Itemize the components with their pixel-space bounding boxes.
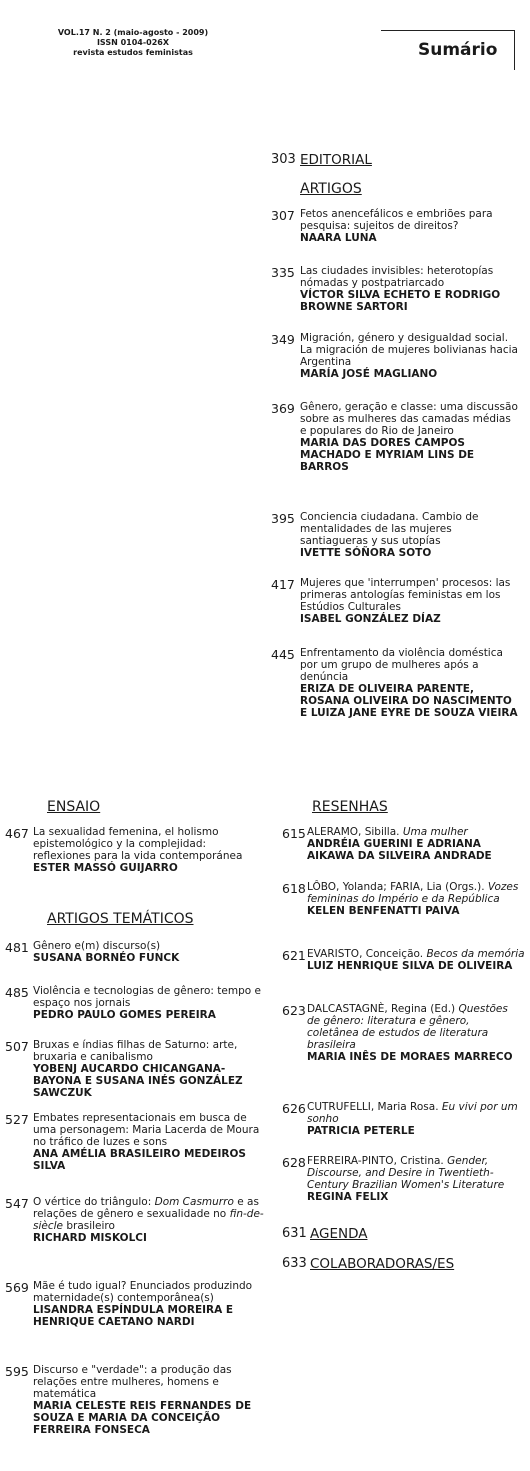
page-number: 621	[282, 948, 306, 963]
volume-line: VOL.17 N. 2 (maio-agosto - 2009)	[57, 28, 209, 37]
article-author: NAARA LUNA	[300, 232, 377, 244]
page-number: 335	[271, 265, 295, 280]
article-title: Embates representacionais em busca de uma personagem: Maria Lacerda de Moura no tráfico de luzes e sons	[33, 1112, 260, 1148]
review-author: LUIZ HENRIQUE SILVA DE OLIVEIRA	[307, 960, 513, 972]
page-number: 631	[282, 1226, 307, 1241]
article-author: ESTER MASSÓ GUIJARRO	[33, 862, 178, 874]
review-reference: CUTRUFELLI, Maria Rosa. Eu vivi por um sonho	[307, 1101, 518, 1125]
article-author: SUSANA BORNÉO FUNCK	[33, 952, 180, 964]
article-author: ISABEL GONZÁLEZ DÍAZ	[300, 613, 441, 625]
review-reference: FERREIRA-PINTO, Cristina. Gender, Discourse, and Desire in Twentieth-Century Brazilian Women's Literature	[307, 1155, 505, 1191]
page-number: 481	[5, 940, 29, 955]
page-number: 626	[282, 1101, 306, 1116]
page-number: 395	[271, 511, 295, 526]
page-number: 467	[5, 826, 29, 841]
article-author: YOBENJ AUCARDO CHICANGANA-BAYONA E SUSANA INÉS GONZÁLEZ SAWCZUK	[33, 1063, 243, 1099]
issn-line: ISSN 0104-026X	[96, 38, 170, 47]
article-title: Violência e tecnologias de gênero: tempo e espaço nos jornais	[33, 985, 261, 1009]
review-reference: EVARISTO, Conceição. Becos da memória	[307, 948, 525, 960]
article-title: Las ciudades invisibles: heterotopías nómadas y postpatriarcado	[300, 265, 494, 289]
journal-name-line: revista estudos feministas	[73, 48, 193, 57]
page-number: 369	[271, 401, 295, 416]
page-number: 595	[5, 1364, 29, 1379]
page-number: 349	[271, 332, 295, 347]
article-title: Bruxas e índias filhas de Saturno: arte, bruxaria e canibalismo	[33, 1039, 238, 1063]
article-title: O vértice do triângulo: Dom Casmurro e as relações de gênero e sexualidade no fin-de-siècle brasileiro	[33, 1196, 264, 1232]
article-title: Discurso e "verdade": a produção das relações entre mulheres, homens e matemática	[33, 1364, 232, 1400]
section-heading-ensaio: ENSAIO	[47, 799, 101, 815]
journal-info	[28, 28, 238, 58]
page-number: 623	[282, 1003, 306, 1018]
article-title: Gênero e(m) discurso(s)	[33, 940, 161, 952]
article-title: Mãe é tudo igual? Enunciados produzindo maternidade(s) contemporânea(s)	[33, 1280, 253, 1304]
section-heading-artigos-tematicos: ARTIGOS TEMÁTICOS	[47, 911, 194, 927]
colaboradoras-label: COLABORADORAS/ES	[310, 1256, 455, 1272]
page-number: 303	[271, 152, 296, 167]
page-number: 547	[5, 1196, 29, 1211]
page-number: 445	[271, 647, 295, 662]
page-number: 527	[5, 1112, 29, 1127]
review-author: REGINA FELIX	[307, 1191, 389, 1203]
article-title: Conciencia ciudadana. Cambio de mentalidades de las mujeres santiagueras y sus utopías	[300, 511, 479, 547]
article-title: Migración, género y desigualdad social. La migración de mujeres bolivianas hacia Argentina	[300, 332, 518, 368]
review-reference: LÔBO, Yolanda; FARIA, Lia (Orgs.). Vozes femininas do Império e da República	[307, 881, 519, 905]
article-author: RICHARD MISKOLCI	[33, 1232, 147, 1244]
review-author: KELEN BENFENATTI PAIVA	[307, 905, 460, 917]
agenda-label: AGENDA	[310, 1226, 368, 1242]
article-author: MARIA DAS DORES CAMPOS MACHADO E MYRIAM LINS DE BARROS	[300, 437, 475, 473]
page-number: 485	[5, 985, 29, 1000]
article-title: Enfrentamento da violência doméstica por um grupo de mulheres após a denúncia	[300, 647, 503, 683]
article-title: Mujeres que 'interrumpen' procesos: las primeras antologías feministas em los Estúdios Culturales	[300, 577, 511, 613]
article-title: Gênero, geração e classe: uma discussão sobre as mulheres das camadas médias e populares do Rio de Janeiro	[300, 401, 518, 437]
page-number: 507	[5, 1039, 29, 1054]
editorial-label: EDITORIAL	[300, 152, 372, 168]
article-author: ANA AMÉLIA BRASILEIRO MEDEIROS SILVA	[33, 1148, 246, 1172]
page-number: 628	[282, 1155, 306, 1170]
page-number: 615	[282, 826, 306, 841]
article-author: LISANDRA ESPÍNDULA MOREIRA E HENRIQUE CAETANO NARDI	[33, 1304, 234, 1328]
review-author: MARIA INÊS DE MORAES MARRECO	[307, 1051, 513, 1063]
review-reference: ALERAMO, Sibilla. Uma mulher	[307, 826, 468, 838]
review-reference: DALCASTAGNÈ, Regina (Ed.) Questões de gênero: literatura e gênero, coletânea de estudos de literatura brasileira	[307, 1003, 508, 1051]
article-title: Fetos anencefálicos e embriões para pesquisa: sujeitos de direitos?	[300, 208, 493, 232]
page-number: 307	[271, 208, 295, 223]
page-number: 633	[282, 1256, 307, 1271]
review-author: ANDRÉIA GUERINI E ADRIANA AIKAWA DA SILVEIRA ANDRADE	[307, 838, 492, 862]
article-author: VÍCTOR SILVA ECHETO E RODRIGO BROWNE SARTORI	[300, 289, 501, 313]
section-heading-resenhas: RESENHAS	[312, 799, 388, 815]
page-title: Sumário	[418, 40, 498, 60]
page-number: 618	[282, 881, 306, 896]
page-number: 569	[5, 1280, 29, 1295]
section-heading-artigos: ARTIGOS	[300, 181, 362, 197]
article-title: La sexualidad femenina, el holismo epistemológico y la complejidad: reflexiones para la vida contemporánea	[33, 826, 243, 862]
article-author: MARÍA JOSÉ MAGLIANO	[300, 368, 438, 380]
article-author: ERIZA DE OLIVEIRA PARENTE, ROSANA OLIVEIRA DO NASCIMENTO E LUIZA JANE EYRE DE SOUZA VIEIRA	[300, 683, 518, 719]
page-number: 417	[271, 577, 295, 592]
review-author: PATRICIA PETERLE	[307, 1125, 415, 1137]
article-author: PEDRO PAULO GOMES PEREIRA	[33, 1009, 216, 1021]
article-author: IVETTE SÓÑORA SOTO	[300, 547, 432, 559]
article-author: MARIA CELESTE REIS FERNANDES DE SOUZA E MARIA DA CONCEIÇÃO FERREIRA FONSECA	[33, 1400, 252, 1436]
